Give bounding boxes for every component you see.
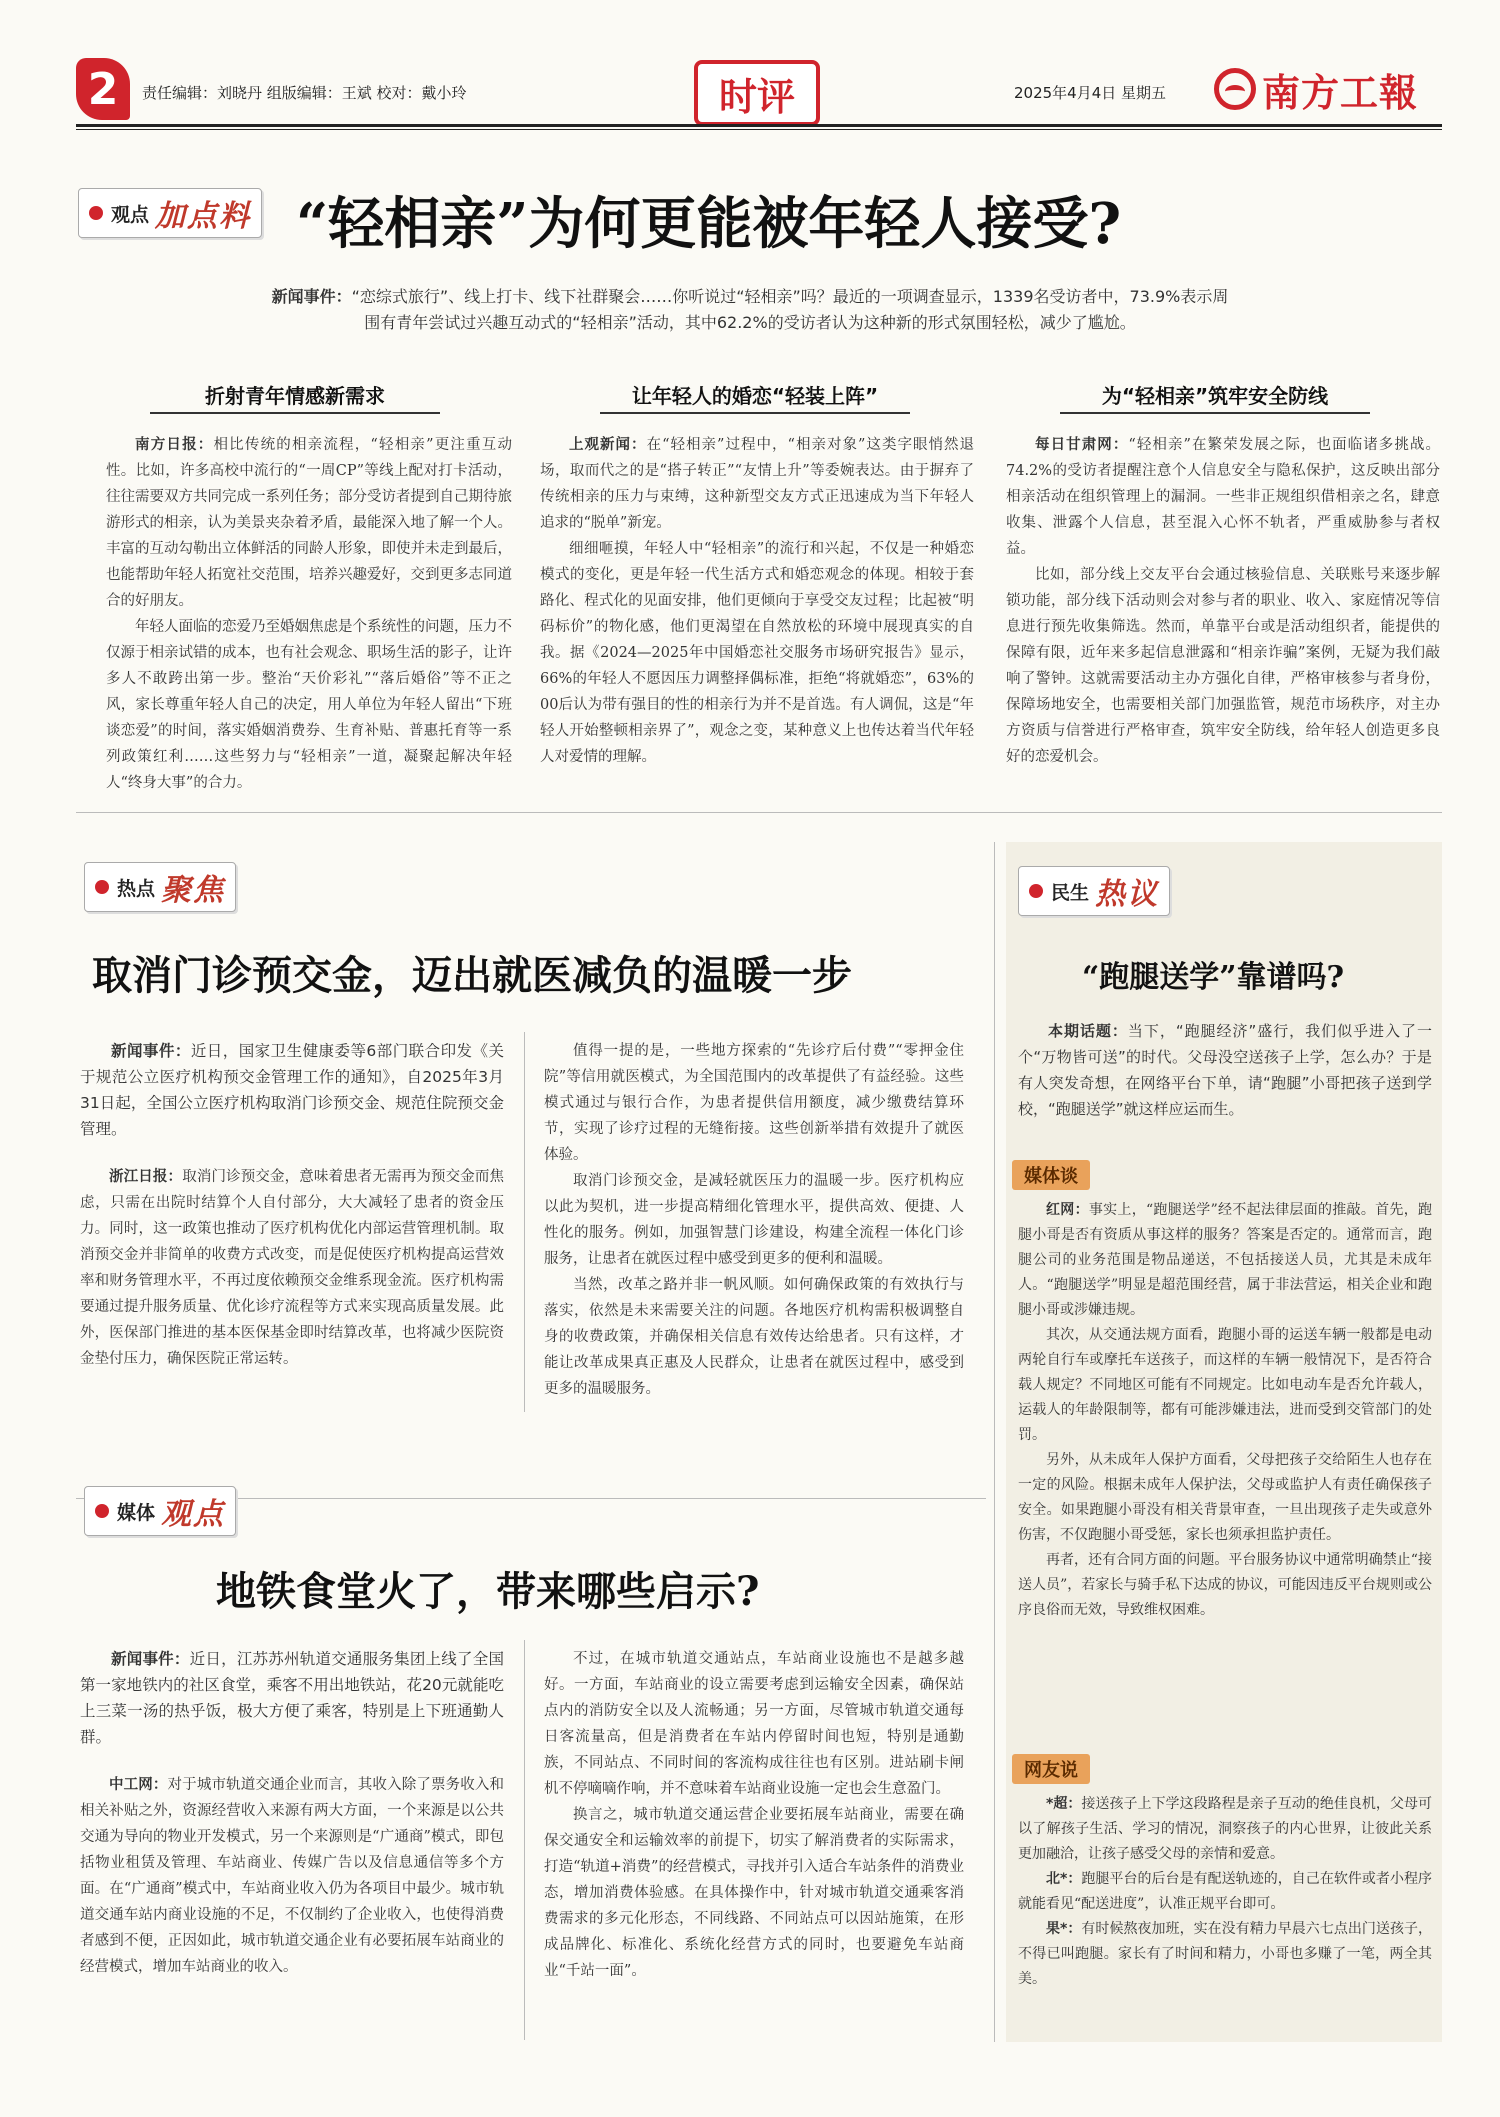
netizen-comment: 北*：跑腿平台的后台是有配送轨迹的，自己在软件或者小程序就能看见“配送进度”，认准正规平台即可。 bbox=[1018, 1871, 1433, 1912]
media-story-left-column: 中工网：对于城市轨道交通企业而言，其收入除了票务收入和相关补贴之外，资源经营收入来源有两大方面，一个来源是以公共交通为导向的物业开发模式，另一个来源则是“广通商”模式，即包括物业租赁及管理、车站商业、传媒广告以及信息通信等多个方面。在“广通商”模式中，车站商业收入仍为各项目中最少。城市轨道交通车站内商业设施的不足，不仅制约了企业收入，也使得消费者感到不便，正因如此，城市轨道交通企业有必要拓展车站商业的经营模式，增加车站商业的收入。 bbox=[80, 1777, 505, 1975]
lead-story-intro bbox=[270, 284, 1230, 336]
newspaper-name: 南方工報 bbox=[1262, 69, 1419, 115]
media-story-right-column: 不过，在城市轨道交通站点，车站商业设施也不是越多越好。一方面，车站商业的设立需要考虑到运输安全因素，确保站点内的消防安全以及人流畅通；另一方面，尽管城市轨道交通每日客流量高，但是消费者在车站内停留时间也短，特别是通勤族，不同站点、不同时间的客流构成往往也有区别。进站刷卡闸机不停嘀嘀作响，并不意味着车站商业设施一定也会生意盈门。 换言之，城市轨道交通运营企业要拓展车站商业，需要在确保交通安全和运输效率的前提下，切实了解消费者的实际需求，打造“轨道+消费”的经营模式，寻找并引入适合车站条件的消费业态，增加消费体验感。在具体操作中，针对城市轨道交通乘客消费需求的多元化形态，不同线路、不同站点可以因站施策，在形成品牌化、标准化、系统化经营方式的同时，也要避免车站商业“千站一面”。 bbox=[544, 1651, 964, 1979]
column-subtitle: 折射青年情感新需求 bbox=[205, 384, 385, 408]
intro-label: 新闻事件： bbox=[271, 287, 352, 306]
header-rule-thin bbox=[76, 129, 1442, 130]
tag-big-text: 聚焦 bbox=[161, 873, 226, 908]
tag-small-text: 热点 bbox=[117, 877, 156, 900]
editor-credits: 责任编辑：刘晓丹 组版编辑：王斌 校对：戴小玲 bbox=[142, 84, 467, 102]
column-divider bbox=[524, 1640, 525, 2040]
column-subtitle: 为“轻相亲”筑牢安全防线 bbox=[1101, 384, 1329, 408]
tag-dot-icon bbox=[95, 1504, 109, 1518]
page-number: 2 bbox=[76, 58, 130, 120]
newspaper-logo bbox=[1214, 62, 1444, 116]
lead-story-tag bbox=[78, 188, 262, 238]
media-story-title: 地铁食堂火了，带来哪些启示? bbox=[216, 1568, 760, 1615]
hot-story-left-column: 浙江日报：取消门诊预交金，意味着患者无需再为预交金而焦虑，只需在出院时结算个人自付部分，大大减轻了患者的资金压力。同时，这一政策也推动了医疗机构优化内部运营管理机制。取消预交金并非简单的收费方式改变，而是促使医疗机构提高运营效率和财务管理水平，不再过度依赖预交金维系现金流。医疗机构需要通过提升服务质量、优化诊疗流程等方式来实现高质量发展。此外，医保部门推进的基本医保基金即时结算改革，也将减少医院资金垫付压力，确保医院正常运转。 bbox=[80, 1169, 505, 1367]
column-divider bbox=[994, 842, 995, 2042]
side-story-title: “跑腿送学”靠谱吗? bbox=[1082, 960, 1345, 995]
column-subtitle: 让年轻人的婚恋“轻装上阵” bbox=[631, 384, 879, 408]
tag-small-text: 媒体 bbox=[117, 1501, 156, 1524]
tag-dot-icon bbox=[95, 880, 109, 894]
lead-column-1: 南方日报：相比传统的相亲流程，“轻相亲”更注重互动性。比如，许多高校中流行的“一周CP”等线上配对打卡活动，往往需要双方共同完成一系列任务；部分受访者提到自己期待旅游形式的相亲，认为美景夹杂着矛盾，最能深入地了解一个人。丰富的互动勾勒出立体鲜活的同龄人形象，即使并未走到最后，也能帮助年轻人拓宽社交范围，培养兴趣爱好，交到更多志同道合的好朋友。 年轻人面临的恋爱乃至婚姻焦虑是个系统性的问题，压力不仅源于相亲试错的成本，也有社会观念、职场生活的影子，让许多人不敢跨出第一步。整治“天价彩礼”“落后婚俗”等不正之风，家长尊重年轻人自己的决定，用人单位为年轻人留出“下班谈恋爱”的时间，落实婚姻消费券、生育补贴、普惠托育等一系列政策红利……这些努力与“轻相亲”一道，凝聚起解决年轻人“终身大事”的合力。 bbox=[106, 437, 513, 791]
section-title: 时评 bbox=[694, 60, 820, 126]
lead-story-title: “轻相亲”为何更能被年轻人接受? bbox=[296, 191, 1122, 257]
media-talk-badge: 媒体谈 bbox=[1012, 1160, 1090, 1190]
header-rule bbox=[76, 124, 1442, 127]
lead-column-2: 上观新闻：在“轻相亲”过程中，“相亲对象”这类字眼悄然退场，取而代之的是“搭子转正”“友情上升”等委婉表达。由于摒弃了传统相亲的压力与束缚，这种新型交友方式正迅速成为当下年轻人追求的“脱单”新宠。 细细咂摸，年轻人中“轻相亲”的流行和兴起，不仅是一种婚恋模式的变化，更是年轻一代生活方式和婚恋观念的体现。相较于套路化、程式化的见面安排，他们更倾向于享受交友过程；比起被“明码标价”的物化感，他们更渴望在自然放松的环境中展现真实的自我。据《2024—2025年中国婚恋社交服务市场研究报告》显示，66%的年轻人不愿因压力调整择偶标准，拒绝“将就婚恋”，63%的00后认为带有强目的性的相亲行为并不是首选。有人调侃，这是“年轻人开始整顿相亲界了”，观念之变，某种意义上也传达着当代年轻人对爱情的理解。 bbox=[540, 437, 975, 765]
tag-small-text: 民生 bbox=[1051, 881, 1090, 904]
column-divider bbox=[524, 1032, 525, 1412]
netizen-badge: 网友说 bbox=[1012, 1754, 1090, 1784]
hot-story-intro: 新闻事件：近日，国家卫生健康委等6部门联合印发《关于规范公立医疗机构预交金管理工作的通知》，自2025年3月31日起，全国公立医疗机构取消门诊预交金、规范住院预交金管理。 bbox=[80, 1042, 504, 1138]
side-story-tag bbox=[1018, 866, 1170, 916]
tag-big-text: 热议 bbox=[1095, 877, 1160, 912]
netizen-comment: 果*：有时候熬夜加班，实在没有精力早晨六七点出门送孩子，不得已叫跑腿。家长有了时间和精力，小哥也多赚了一笔，两全其美。 bbox=[1018, 1921, 1433, 1987]
tag-small-text: 观点 bbox=[111, 203, 150, 226]
subtitle-underline bbox=[1060, 412, 1370, 414]
tag-dot-icon bbox=[1029, 884, 1043, 898]
side-story-topic: 本期话题：当下，“跑腿经济”盛行，我们似乎进入了一个“万物皆可送”的时代。父母没空送孩子上学，怎么办？于是有人突发奇想，在网络平台下单，请“跑腿”小哥把孩子送到学校，“跑腿送学”就这样应运而生。 bbox=[1018, 1022, 1432, 1118]
subtitle-underline bbox=[150, 412, 440, 414]
hot-story-tag bbox=[84, 862, 236, 912]
intro-text: “恋综式旅行”、线上打卡、线下社群聚会……你听说过“轻相亲”吗？最近的一项调查显示，1339名受访者中，73.9%表示周围有青年尝试过兴趣互动式的“轻相亲”活动，其中62.2%的受访者认为这种新的形式氛围轻松，减少了尴尬。 bbox=[351, 287, 1229, 332]
issue-date: 2025年4月4日 星期五 bbox=[1014, 84, 1167, 102]
tag-big-text: 加点料 bbox=[155, 199, 252, 234]
hot-story-right-column: 值得一提的是，一些地方探索的“先诊疗后付费”“零押金住院”等信用就医模式，为全国范围内的改革提供了有益经验。这些模式通过与银行合作，为患者提供信用额度，减少缴费结算环节，实现了诊疗过程的无缝衔接。这些创新举措有效提升了就医体验。 取消门诊预交金，是减轻就医压力的温暖一步。医疗机构应以此为契机，进一步提高精细化管理水平，提供高效、便捷、人性化的服务。例如，加强智慧门诊建设，构建全流程一体化门诊服务，让患者在就医过程中感受到更多的便利和温暖。 当然，改革之路并非一帆风顺。如何确保政策的有效执行与落实，依然是未来需要关注的问题。各地医疗机构需积极调整自身的收费政策，并确保相关信息有效传达给患者。只有这样，才能让改革成果真正惠及人民群众，让患者在就医过程中，感受到更多的温暖服务。 bbox=[544, 1043, 964, 1397]
media-story-tag bbox=[84, 1486, 236, 1536]
lead-column-3: 每日甘肃网：“轻相亲”在繁荣发展之际，也面临诸多挑战。74.2%的受访者提醒注意个人信息安全与隐私保护，这反映出部分相亲活动在组织管理上的漏洞。一些非正规组织借相亲之名，肆意收集、泄露个人信息，甚至混入心怀不轨者，严重威胁参与者权益。 比如，部分线上交友平台会通过核验信息、关联账号来逐步解锁功能，部分线下活动则会对参与者的职业、收入、家庭情况等信息进行预先收集筛选。然而，单靠平台或是活动组织者，能提供的保障有限，近年来多起信息泄露和“相亲诈骗”案例，无疑为我们敲响了警钟。这就需要活动主办方强化自律，严格审核参与者身份，保障场地安全，也需要相关部门加强监管，规范市场秩序，对主办方资质与信誉进行严格审查，筑牢安全防线，给年轻人创造更多良好的恋爱机会。 bbox=[1006, 437, 1441, 765]
subtitle-underline bbox=[600, 412, 910, 414]
media-talk-content: 红网：事实上，“跑腿送学”经不起法律层面的推敲。首先，跑腿小哥是否有资质从事这样的服务？答案是否定的。通常而言，跑腿公司的业务范围是物品递送，不包括接送人员，尤其是未成年人。“跑腿送学”明显是超范围经营，属于非法营运，相关企业和跑腿小哥或涉嫌违规。 其次，从交通法规方面看，跑腿小哥的运送车辆一般都是电动两轮自行车或摩托车送孩子，而这样的车辆一般情况下，是否符合载人规定？不同地区可能有不同规定。比如电动车是否允许载人，运载人的年龄限制等，都有可能涉嫌违法，进而受到交管部门的处罚。 另外，从未成年人保护方面看，父母把孩子交给陌生人也存在一定的风险。根据未成年人保护法，父母或监护人有责任确保孩子安全。如果跑腿小哥没有相关背景审查，一旦出现孩子走失或意外伤害，不仅跑腿小哥受惩，家长也须承担监护责任。 再者，还有合同方面的问题。平台服务协议中通常明确禁止“接送人员”，若家长与骑手私下达成的协议，可能因违反平台规则或公序良俗而无效，导致维权困难。 bbox=[1018, 1202, 1432, 1618]
hot-story-title: 取消门诊预交金，迈出就医减负的温暖一步 bbox=[92, 952, 852, 999]
section-divider bbox=[76, 812, 1442, 813]
logo-icon bbox=[1214, 68, 1256, 110]
media-story-intro: 新闻事件：近日，江苏苏州轨道交通服务集团上线了全国第一家地铁内的社区食堂，乘客不用出地铁站，花20元就能吃上三菜一汤的热乎饭，极大方便了乘客，特别是上下班通勤人群。 bbox=[80, 1650, 504, 1746]
netizen-comment: *超：接送孩子上下学这段路程是亲子互动的绝佳良机，父母可以了解孩子生活、学习的情况，洞察孩子的内心世界，让彼此关系更加融洽，让孩子感受父母的亲情和爱意。 bbox=[1018, 1796, 1433, 1862]
netizen-comments bbox=[1018, 1792, 1432, 1992]
tag-dot-icon bbox=[89, 206, 103, 220]
tag-big-text: 观点 bbox=[161, 1497, 226, 1532]
